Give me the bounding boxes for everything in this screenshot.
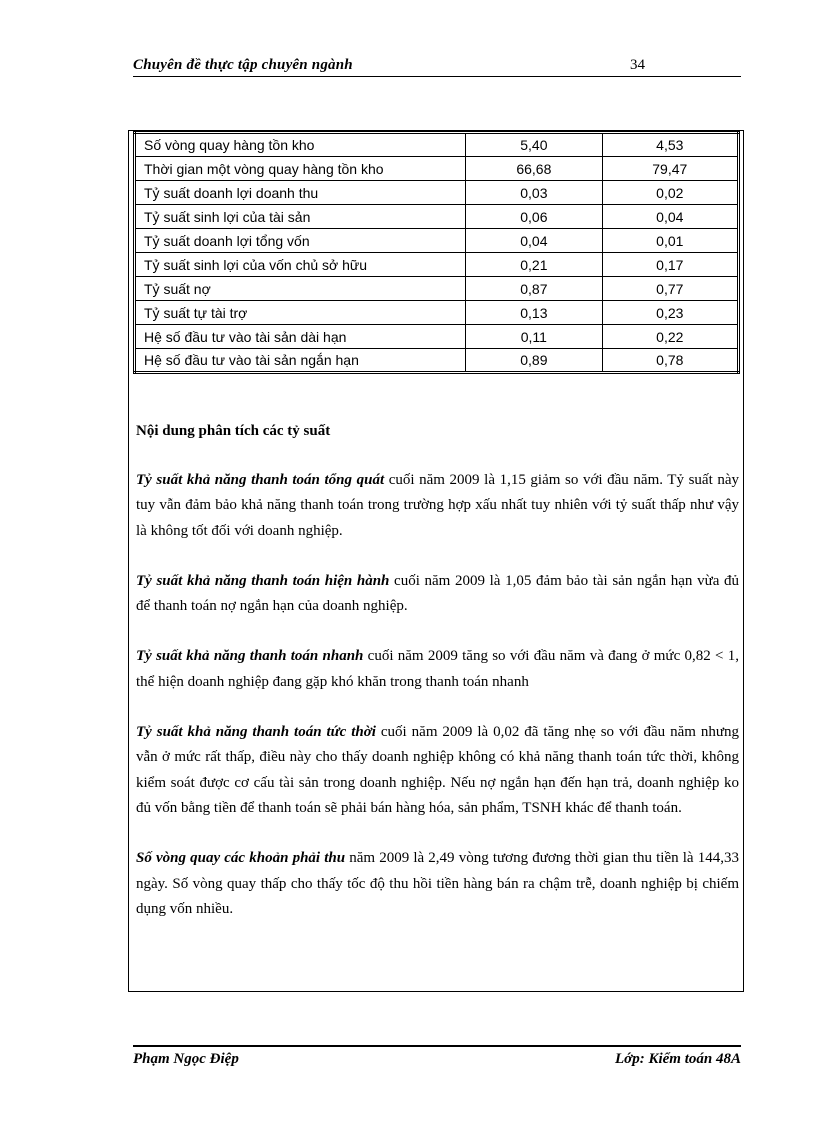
row-label: Tỷ suất nợ xyxy=(135,277,466,301)
page-header xyxy=(133,56,741,77)
row-label: Hệ số đầu tư vào tài sản ngắn hạn xyxy=(135,349,466,373)
value-end: 0,23 xyxy=(602,301,738,325)
paragraph-term: Tỷ suất khả năng thanh toán hiện hành xyxy=(136,572,390,589)
value-end: 4,53 xyxy=(602,133,738,157)
page-number: 34 xyxy=(630,57,645,73)
table-row xyxy=(135,181,739,205)
value-start: 0,21 xyxy=(466,253,602,277)
value-start: 0,06 xyxy=(466,205,602,229)
paragraph-term: Số vòng quay các khoản phải thu xyxy=(136,850,346,867)
row-label: Tỷ suất tự tài trợ xyxy=(135,301,466,325)
row-label: Tỷ suất sinh lợi của tài sản xyxy=(135,205,466,229)
paragraph-general-solvency xyxy=(136,468,739,544)
value-start: 0,03 xyxy=(466,181,602,205)
document-title: Chuyên đề thực tập chuyên ngành xyxy=(133,57,353,73)
row-label: Tỷ suất doanh lợi tổng vốn xyxy=(135,229,466,253)
value-end: 0,22 xyxy=(602,325,738,349)
value-end: 0,04 xyxy=(602,205,738,229)
row-label: Tỷ suất sinh lợi của vốn chủ sở hữu xyxy=(135,253,466,277)
paragraph-term: Tỷ suất khả năng thanh toán nhanh xyxy=(136,648,364,665)
table-row xyxy=(135,253,739,277)
paragraph-text: cuối năm 2009 là 1,15 giảm so với đầu năm. Tỷ suất này tuy vẫn đảm bảo khả năng thanh toán trong trường hợp xấu nhất tuy nhiên với tỷ suất thấp như vậy là không tốt đối với doanh nghiệp. xyxy=(136,472,739,539)
value-start: 0,89 xyxy=(466,349,602,373)
row-label: Thời gian một vòng quay hàng tồn kho xyxy=(135,157,466,181)
value-end: 0,78 xyxy=(602,349,738,373)
paragraph-term: Tỷ suất khả năng thanh toán tổng quát xyxy=(136,472,385,488)
table-row xyxy=(135,229,739,253)
value-start: 0,87 xyxy=(466,277,602,301)
paragraph-cash-ratio xyxy=(136,720,739,821)
row-label: Hệ số đầu tư vào tài sản dài hạn xyxy=(135,325,466,349)
paragraph-quick-ratio xyxy=(136,644,739,695)
class-name: Lớp: Kiểm toán 48A xyxy=(615,1051,741,1067)
paragraph-text: cuối năm 2009 là 1,05 đảm bảo tài sản ngắn hạn vừa đủ để thanh toán nợ ngắn hạn của doanh nghiệp. xyxy=(136,572,739,615)
value-start: 0,11 xyxy=(466,325,602,349)
table-row xyxy=(135,133,739,157)
value-start: 5,40 xyxy=(466,133,602,157)
paragraph-text: cuối năm 2009 là 0,02 đã tăng nhẹ so với đầu năm nhưng vẫn ở mức rất thấp, điều này cho thấy doanh nghiệp không có khả năng thanh toán tức thời, không kiểm soát được cơ cấu tài sản trong doanh nghiệp. Nếu nợ ngắn hạn đến hạn trả, doanh nghiệp ko đủ vốn bằng tiền để thanh toán sẽ phải bán hàng hóa, sản phẩm, TSNH khác để thanh toán. xyxy=(136,724,740,816)
value-start: 0,04 xyxy=(466,229,602,253)
value-start: 0,13 xyxy=(466,301,602,325)
ratio-table xyxy=(133,131,740,374)
value-start: 66,68 xyxy=(466,157,602,181)
paragraph-text: năm 2009 là 2,49 vòng tương đương thời gian thu tiền là 144,33 ngày. Số vòng quay thấp cho thấy tốc độ thu hồi tiền hàng bán ra chậm trễ, doanh nghiệp bị chiếm dụng vốn nhiều. xyxy=(136,850,739,917)
table-row xyxy=(135,301,739,325)
value-end: 79,47 xyxy=(602,157,738,181)
value-end: 0,01 xyxy=(602,229,738,253)
paragraph-text: cuối năm 2009 tăng so với đầu năm và đang ở mức 0,82 < 1, thể hiện doanh nghiệp đang gặp khó khăn trong thanh toán nhanh xyxy=(136,648,739,690)
paragraph-term: Tỷ suất khả năng thanh toán tức thời xyxy=(136,724,376,741)
section-title: Nội dung phân tích các tỷ suất xyxy=(136,423,331,439)
page-footer xyxy=(133,1045,741,1069)
row-label: Số vòng quay hàng tồn kho xyxy=(135,133,466,157)
table-row xyxy=(135,277,739,301)
author-name: Phạm Ngọc Điệp xyxy=(133,1051,239,1067)
row-label: Tỷ suất doanh lợi doanh thu xyxy=(135,181,466,205)
analysis-content xyxy=(136,418,739,947)
value-end: 0,77 xyxy=(602,277,738,301)
table-row xyxy=(135,157,739,181)
paragraph-receivables-turnover xyxy=(136,846,739,922)
paragraph-current-ratio xyxy=(136,569,739,620)
table-row xyxy=(135,325,739,349)
table-row xyxy=(135,205,739,229)
value-end: 0,17 xyxy=(602,253,738,277)
table-row xyxy=(135,349,739,373)
value-end: 0,02 xyxy=(602,181,738,205)
